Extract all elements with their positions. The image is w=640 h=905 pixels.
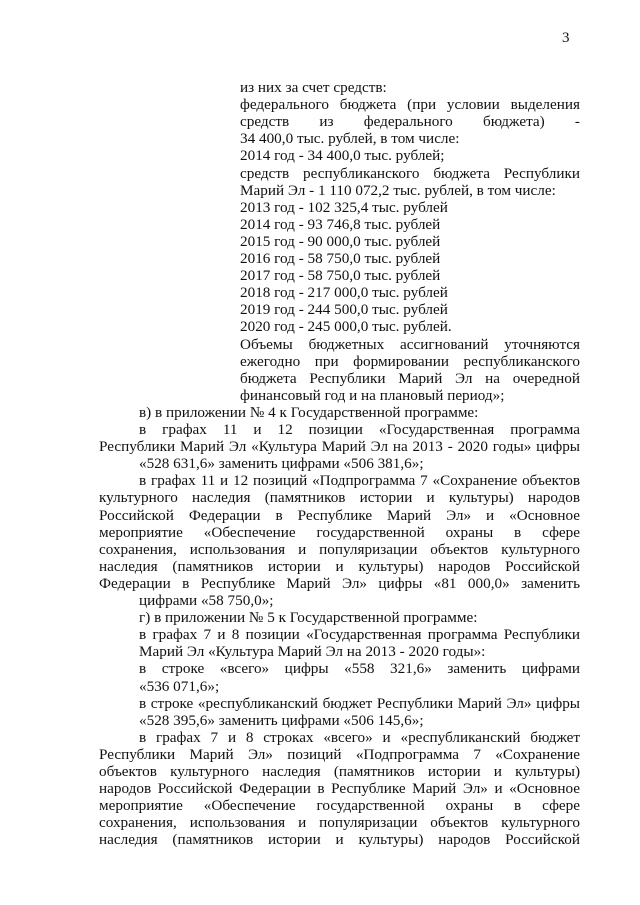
text-line: «528 631,6» заменить цифрами «506 381,6»;	[139, 455, 424, 473]
text-line: в строке «всего» цифры «558 321,6» заменить цифрами	[139, 660, 580, 678]
text-line: мероприятие «Обеспечение государственной охраны в сфере	[99, 797, 580, 815]
text-line: объектов культурного наследия (памятников истории и культуры)	[99, 763, 580, 780]
text-line: «536 071,6»;	[139, 677, 220, 695]
text-line: цифрами «58 750,0»;	[139, 592, 274, 609]
text-line: сохранения, использования и популяризации объектов культурного	[99, 814, 580, 832]
text-line: средств республиканского бюджета Республики	[240, 164, 580, 182]
text-line: 2014 год - 34 400,0 тыс. рублей;	[240, 147, 445, 165]
text-line: 2017 год - 58 750,0 тыс. рублей	[240, 267, 441, 285]
text-line: наследия (памятников истории и культуры) народов Российской	[99, 557, 580, 575]
text-line: 2015 год - 90 000,0 тыс. рублей	[240, 232, 441, 250]
text-line: Республики Марий Эл «Культура Марий Эл на 2013 - 2020 годы» цифры	[99, 438, 580, 456]
text-line: в графах 7 и 8 строках «всего» и «республиканский бюджет	[139, 728, 580, 746]
text-line: Республики Марий Эл» позиций «Подпрограмма 7 «Сохранение	[99, 745, 580, 763]
text-line: 2018 год - 217 000,0 тыс. рублей	[240, 284, 448, 302]
text-line: средств из федерального бюджета) -	[240, 113, 580, 131]
text-line: 2013 год - 102 325,4 тыс. рублей	[240, 198, 448, 216]
text-line: Федерации в Республике Марий Эл» цифры «81 000,0» заменить	[99, 574, 580, 592]
text-line: г) в приложении № 5 к Государственной программе:	[139, 609, 478, 627]
text-line: 2019 год - 244 500,0 тыс. рублей	[240, 301, 448, 319]
text-line: наследия (памятников истории и культуры) народов Российской	[99, 831, 580, 849]
text-line: «528 395,6» заменить цифрами «506 145,6»;	[139, 711, 424, 729]
text-line: в графах 11 и 12 позиций «Подпрограмма 7 «Сохранение объектов	[139, 472, 580, 490]
text-line: из них за счет средств:	[240, 79, 387, 96]
text-line: Российской Федерации в Республике Марий Эл» и «Основное	[99, 506, 580, 524]
text-line: бюджета Республики Марий Эл на очередной	[240, 369, 580, 387]
text-line: финансовый год и на плановый период»;	[240, 386, 505, 404]
text-line: ежегодно при формировании республиканского	[240, 352, 580, 370]
text-line: 2014 год - 93 746,8 тыс. рублей	[240, 215, 441, 233]
text-line: культурного наследия (памятников истории и культуры) народов	[99, 489, 580, 507]
text-line: Объемы бюджетных ассигнований уточняются	[240, 335, 580, 353]
text-line: в графах 11 и 12 позиции «Государственная программа	[139, 421, 580, 438]
text-line: сохранения, использования и популяризации объектов культурного	[99, 540, 580, 558]
text-line: Марий Эл - 1 110 072,2 тыс. рублей, в том числе:	[240, 181, 556, 199]
text-line: федерального бюджета (при условии выделения	[240, 96, 580, 114]
text-line: в графах 7 и 8 позиции «Государственная программа Республики	[139, 626, 580, 644]
text-line: в строке «республиканский бюджет Республики Марий Эл» цифры	[139, 694, 580, 712]
text-line: народов Российской Федерации в Республике Марий Эл» и «Основное	[99, 780, 580, 798]
text-line: в) в приложении № 4 к Государственной программе:	[139, 403, 479, 421]
text-line: 2020 год - 245 000,0 тыс. рублей.	[240, 318, 452, 336]
text-line: 2016 год - 58 750,0 тыс. рублей	[240, 250, 441, 267]
page-number: 3	[562, 30, 570, 46]
text-line: Марий Эл «Культура Марий Эл на 2013 - 2020 годы»:	[139, 643, 486, 661]
text-line: 34 400,0 тыс. рублей, в том числе:	[240, 130, 460, 148]
text-line: мероприятие «Обеспечение государственной охраны в сфере	[99, 523, 580, 541]
